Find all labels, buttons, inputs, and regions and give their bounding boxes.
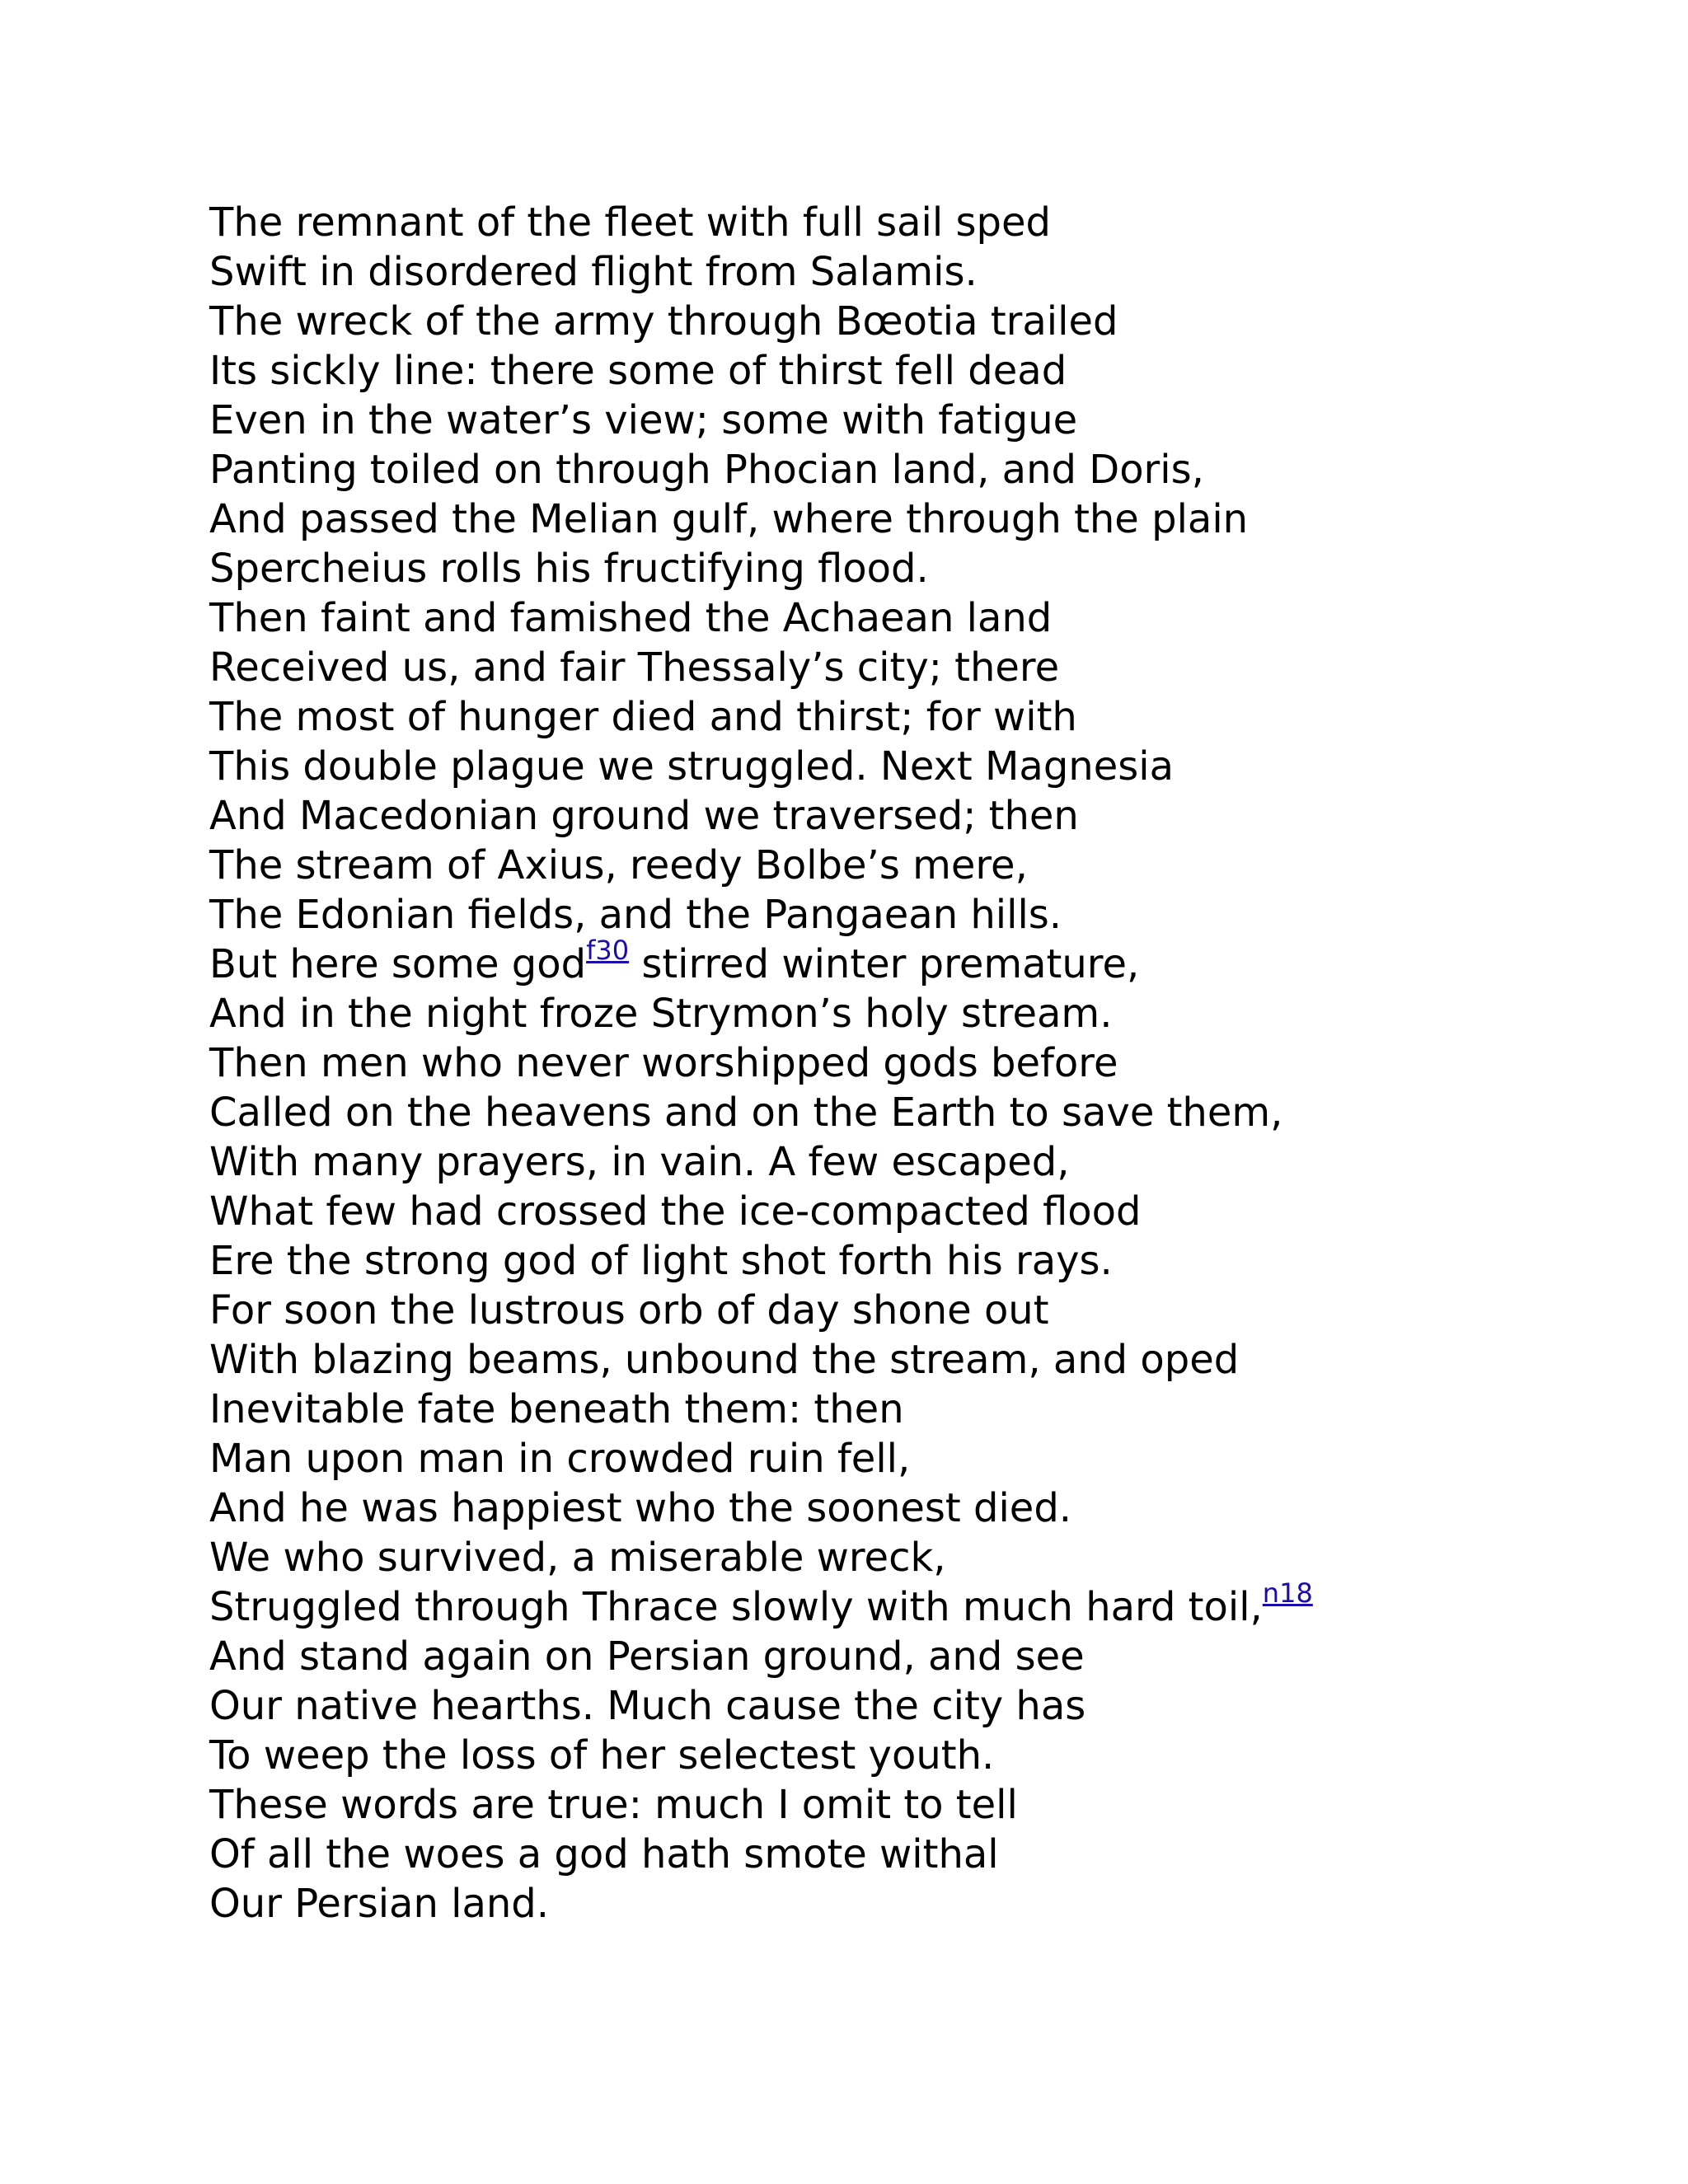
verse-text: And in the night froze Strymon’s holy stream. — [209, 991, 1113, 1037]
verse-text: The stream of Axius, reedy Bolbe’s mere, — [209, 842, 1028, 888]
verse-text: Inevitable fate beneath them: then — [209, 1386, 904, 1432]
verse-line — [209, 396, 1611, 445]
verse-line — [209, 1879, 1611, 1929]
verse-text: The remnant of the fleet with full sail sped — [209, 199, 1051, 246]
verse-line — [209, 544, 1611, 593]
verse-text: Our native hearths. Much cause the city has — [209, 1683, 1086, 1729]
footnote-link-n18[interactable]: n18 — [1262, 1577, 1313, 1609]
verse-text: Its sickly line: there some of thirst fell dead — [209, 348, 1067, 394]
verse-line — [209, 247, 1611, 297]
verse-line — [209, 1681, 1611, 1731]
verse-text: This double plague we struggled. Next Magnesia — [209, 743, 1174, 790]
verse-text: Even in the water’s view; some with fatigue — [209, 397, 1078, 443]
verse-text: To weep the loss of her selectest youth. — [209, 1732, 995, 1779]
verse-line — [209, 593, 1611, 643]
poem-text — [209, 198, 1611, 1929]
verse-line — [209, 841, 1611, 890]
verse-text: And Macedonian ground we traversed; then — [209, 793, 1079, 839]
verse-text: Swift in disordered flight from Salamis. — [209, 249, 978, 295]
verse-line — [209, 1780, 1611, 1830]
footnote-link-f30[interactable]: f30 — [586, 935, 630, 966]
verse-text: What few had crossed the ice-compacted flood — [209, 1188, 1142, 1235]
verse-line — [209, 1088, 1611, 1137]
verse-text: And stand again on Persian ground, and see — [209, 1633, 1085, 1680]
verse-line — [209, 692, 1611, 742]
verse-line — [209, 935, 1611, 989]
verse-line — [209, 198, 1611, 247]
verse-text: We who survived, a miserable wreck, — [209, 1535, 946, 1581]
verse-line — [209, 1632, 1611, 1681]
verse-text: Struggled through Thrace slowly with much hard toil, — [209, 1584, 1263, 1630]
verse-text-continued: stirred winter premature, — [629, 941, 1140, 987]
verse-text: Panting toiled on through Phocian land, and Doris, — [209, 447, 1204, 493]
verse-text: The wreck of the army through Bœotia trailed — [209, 298, 1118, 344]
poem-page — [209, 198, 1611, 1929]
verse-text: But here some god — [209, 941, 587, 987]
verse-text: With blazing beams, unbound the stream, and oped — [209, 1337, 1240, 1383]
verse-line — [209, 1533, 1611, 1582]
verse-text: Received us, and fair Thessaly’s city; there — [209, 644, 1060, 691]
verse-text: With many prayers, in vain. A few escaped, — [209, 1139, 1070, 1185]
verse-text: For soon the lustrous orb of day shone out — [209, 1287, 1049, 1333]
verse-line — [209, 1434, 1611, 1483]
verse-line — [209, 445, 1611, 494]
verse-line — [209, 1286, 1611, 1335]
verse-line — [209, 890, 1611, 940]
verse-text: Then men who never worshipped gods before — [209, 1040, 1118, 1086]
verse-text: And he was happiest who the soonest died. — [209, 1485, 1072, 1531]
verse-text: Ere the strong god of light shot forth his rays. — [209, 1238, 1113, 1284]
verse-text: Spercheius rolls his fructifying flood. — [209, 546, 929, 592]
verse-line — [209, 989, 1611, 1038]
verse-line — [209, 346, 1611, 396]
verse-line — [209, 1335, 1611, 1385]
verse-line — [209, 643, 1611, 692]
verse-text: And passed the Melian gulf, where through the plain — [209, 496, 1249, 542]
verse-line — [209, 1236, 1611, 1286]
verse-line — [209, 1137, 1611, 1187]
verse-line — [209, 494, 1611, 544]
verse-text: Our Persian land. — [209, 1881, 550, 1927]
verse-line — [209, 1038, 1611, 1088]
verse-line — [209, 742, 1611, 791]
verse-line — [209, 791, 1611, 841]
verse-text: Man upon man in crowded ruin fell, — [209, 1436, 911, 1482]
verse-line — [209, 1483, 1611, 1533]
verse-text: The Edonian fields, and the Pangaean hills. — [209, 892, 1062, 938]
verse-line — [209, 1577, 1611, 1632]
verse-line — [209, 1731, 1611, 1780]
verse-line — [209, 297, 1611, 346]
verse-text: The most of hunger died and thirst; for with — [209, 694, 1077, 740]
verse-text: Called on the heavens and on the Earth to save them, — [209, 1090, 1283, 1136]
verse-line — [209, 1187, 1611, 1236]
verse-line — [209, 1385, 1611, 1434]
verse-text: Of all the woes a god hath smote withal — [209, 1831, 999, 1877]
verse-line — [209, 1830, 1611, 1879]
verse-text: Then faint and famished the Achaean land — [209, 595, 1053, 641]
verse-text: These words are true: much I omit to tell — [209, 1782, 1018, 1828]
